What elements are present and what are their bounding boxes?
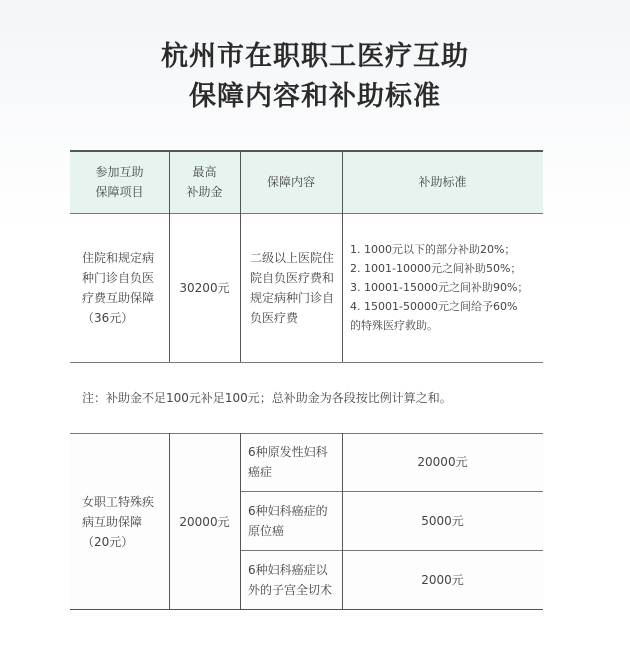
row2-item bbox=[82, 433, 169, 610]
row1-item bbox=[82, 213, 169, 362]
row2-item-line-2: 病互助保障 bbox=[82, 514, 143, 529]
row2-subrow2-content-line-2: 原位癌 bbox=[248, 523, 285, 538]
row1-standard-4: 4. 15001-50000元之间给予60% bbox=[350, 300, 518, 313]
row2-subrow1-content-line-2: 癌症 bbox=[248, 465, 273, 479]
row1-item-line-2: 种门诊自负医 bbox=[82, 270, 155, 285]
row2-subrow1-content-line-1: 6种原发性妇科 bbox=[248, 445, 328, 459]
row2-subrow3-standard: 2000元 bbox=[421, 572, 464, 587]
row2-subrow3-content-line-1: 6种妇科癌症以 bbox=[248, 562, 328, 577]
row1-item-line-3: 疗费互助保障 bbox=[82, 290, 155, 305]
row1-content-line-2: 院自负医疗费和 bbox=[250, 270, 335, 285]
page-title-line-2: 保障内容和补助标准 bbox=[189, 81, 441, 112]
row1-standard-4-cont: 的特殊医疗救助。 bbox=[350, 319, 438, 332]
header-max-line-2: 补助金 bbox=[186, 184, 223, 199]
row2-subrow2-content-line-1: 6种妇科癌症的 bbox=[248, 503, 328, 518]
row2-max-subsidy: 20000元 bbox=[179, 514, 230, 529]
row1-standard-2: 2. 1001-10000元之间补助50%； bbox=[350, 262, 522, 275]
row1-standard-1: 1. 1000元以下的部分补助20%； bbox=[350, 243, 516, 256]
row2-item-line-3: （20元） bbox=[82, 534, 134, 549]
row2-subrow3-content bbox=[248, 550, 342, 609]
header-content: 保障内容 bbox=[266, 174, 315, 189]
header-item-line-2: 保障项目 bbox=[95, 184, 144, 199]
table-note: 注：补助金不足100元补足100元；总补助金为各段按比例计算之和。 bbox=[82, 390, 452, 405]
row1-content bbox=[250, 213, 342, 362]
header-standard: 补助标准 bbox=[418, 174, 467, 189]
row2-subrow2-standard: 5000元 bbox=[421, 513, 464, 528]
row1-max-subsidy: 30200元 bbox=[179, 280, 230, 295]
row1-standards bbox=[350, 213, 543, 362]
col-divider-2-bottom bbox=[240, 433, 241, 610]
row1-item-line-4: （36元） bbox=[82, 310, 134, 325]
header-max-subsidy bbox=[169, 150, 240, 213]
row2-subrow1-content bbox=[248, 433, 342, 491]
row2-subrow1-standard: 20000元 bbox=[417, 455, 468, 469]
row2-subrow2-content bbox=[248, 491, 342, 550]
row2-subrow3-content-line-2: 外的子宫全切术 bbox=[248, 582, 333, 597]
header-max-line-1: 最高 bbox=[192, 164, 217, 179]
row2-item-line-1: 女职工特殊疾 bbox=[82, 494, 155, 509]
row1-standard-3: 3. 10001-15000元之间补助90%； bbox=[350, 281, 529, 294]
subsidy-table bbox=[70, 150, 543, 610]
header-item bbox=[70, 150, 169, 213]
header-item-line-1: 参加互助 bbox=[95, 164, 144, 179]
row1-content-line-1: 二级以上医院住 bbox=[250, 250, 335, 265]
row1-item-line-1: 住院和规定病 bbox=[82, 250, 155, 265]
row1-content-line-3: 规定病种门诊自 bbox=[250, 290, 335, 305]
row1-content-line-4: 负医疗费 bbox=[250, 310, 299, 325]
page-title-line-1: 杭州市在职职工医疗互助 bbox=[161, 41, 469, 72]
